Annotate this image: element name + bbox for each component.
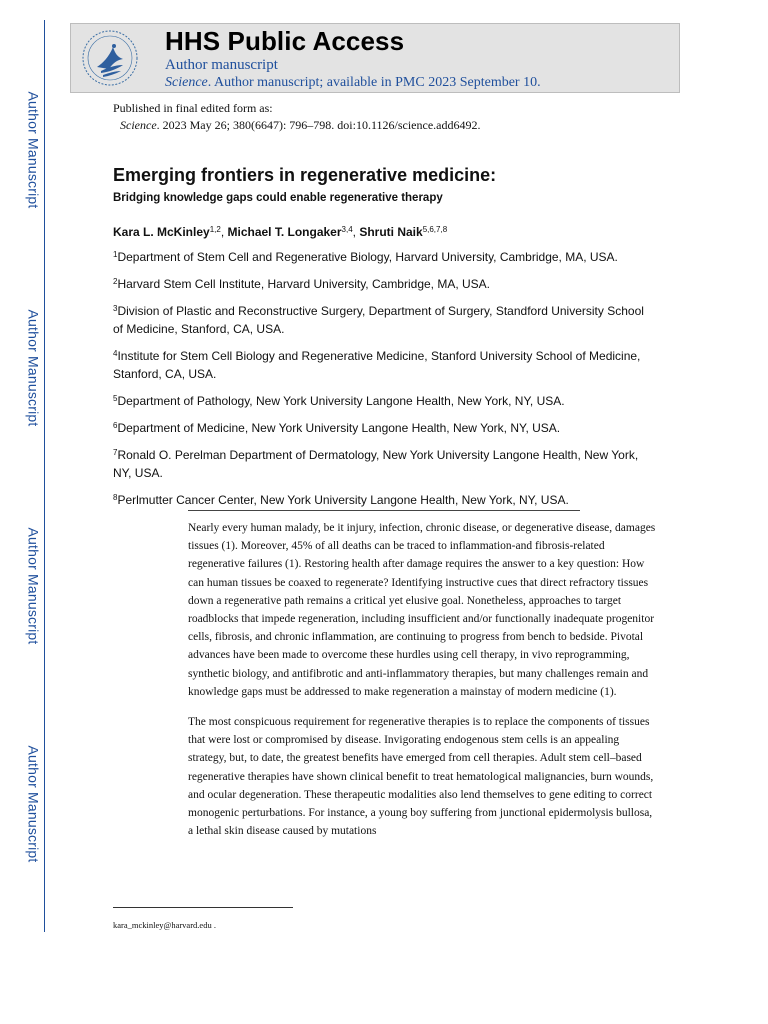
affiliation-number: 4 (113, 349, 118, 358)
affiliation-number: 8 (113, 493, 118, 502)
affiliation-text: Department of Medicine, New York University Langone Health, New York, NY, USA. (117, 421, 561, 435)
footnote-divider (113, 907, 293, 908)
author-list (113, 225, 447, 239)
header-availability (165, 75, 541, 91)
affiliation-item (113, 390, 653, 410)
header-journal: Science (165, 75, 208, 90)
affiliation-text: Institute for Stem Cell Biology and Regenerative Medicine, Stanford University School of Medicine, Stanford, CA, USA. (113, 349, 641, 381)
affiliation-text: Department of Pathology, New York University Langone Health, New York, NY, USA. (117, 394, 565, 408)
affiliation-text: Ronald O. Perelman Department of Dermatology, New York University Langone Health, New York, NY, USA. (113, 448, 639, 480)
affiliation-item (113, 417, 653, 437)
footnote-email[interactable]: kara_mckinley@harvard.edu . (113, 920, 216, 930)
sidebar-label-4: Author Manuscript (25, 745, 42, 863)
affiliation-list (113, 246, 653, 516)
article-title: Emerging frontiers in regenerative medicine: (113, 165, 497, 185)
affiliation-item (113, 444, 653, 482)
sidebar-divider (44, 20, 45, 932)
affiliation-item (113, 489, 653, 509)
published-block (113, 100, 481, 134)
author-affil-ref: 5,6,7,8 (422, 225, 448, 234)
sidebar-label-1: Author Manuscript (25, 91, 42, 209)
affiliation-item (113, 345, 653, 383)
affiliation-text: Perlmutter Cancer Center, New York University Langone Health, New York, NY, USA. (117, 493, 569, 507)
hhs-eagle-logo-icon (79, 27, 141, 89)
affiliation-text: Division of Plastic and Reconstructive Surgery, Department of Surgery, Standford University School of Medicine, Stanford, CA, USA. (113, 304, 644, 336)
affiliation-item (113, 246, 653, 266)
hhs-header (70, 23, 680, 93)
published-journal: Science (120, 118, 157, 132)
published-label: Published in final edited form as: (113, 101, 273, 115)
affiliation-number: 6 (113, 421, 118, 430)
header-title: HHS Public Access (165, 26, 405, 56)
affiliation-number: 1 (113, 250, 118, 259)
sidebar-label-3: Author Manuscript (25, 527, 42, 645)
affiliation-number: 2 (113, 277, 118, 286)
affiliation-text: Department of Stem Cell and Regenerative Biology, Harvard University, Cambridge, MA, USA. (117, 250, 618, 264)
header-subtitle: Author manuscript (165, 57, 278, 73)
affiliation-number: 5 (113, 394, 118, 403)
published-citation (113, 117, 481, 134)
affiliation-item (113, 300, 653, 338)
author-separator: , (220, 225, 228, 239)
published-citation-text: . 2023 May 26; 380(6647): 796–798. doi:10.1126/science.add6492. (156, 118, 481, 132)
abstract-divider (188, 510, 580, 511)
author-name: Shruti Naik (359, 225, 423, 239)
affiliation-number: 3 (113, 304, 118, 313)
affiliation-number: 7 (113, 448, 118, 457)
author-name: Michael T. Longaker (227, 225, 342, 239)
header-availability-text: . Author manuscript; available in PMC 2023 September 10. (207, 75, 541, 90)
author-separator: , (352, 225, 360, 239)
sidebar-label-2: Author Manuscript (25, 309, 42, 427)
author-affil-ref: 1,2 (209, 225, 221, 234)
article-subtitle: Bridging knowledge gaps could enable regenerative therapy (113, 192, 443, 204)
abstract-paragraph: The most conspicuous requirement for regenerative therapies is to replace the components of tissues that were lost or compromised by disease. Invigorating endogenous stem cells is an appealing strategy, but, to date, the greatest benefits have emerged from cell therapies. Adult stem cell–based regenerative therapies have shown clinical benefit to treat hematological malignancies, burn wounds, and ocular degeneration. These therapeutic modalities also lend themselves to gene editing to correct monogenic perturbations. For instance, a young boy suffering from junctional epidermolysis bullosa, a lethal skin disease caused by mutations (188, 716, 654, 838)
affiliation-text: Harvard Stem Cell Institute, Harvard University, Cambridge, MA, USA. (117, 277, 491, 291)
affiliation-item (113, 273, 653, 293)
abstract-paragraph: Nearly every human malady, be it injury, infection, chronic disease, or degenerative disease, damages tissues (1). Moreover, 45% of all deaths can be traced to inflammation-and fibrosis-related regenerative failures (1). Restoring health after damage requires the answer to a key question: How can human tissues be coaxed to regenerate? Identifying instructive cues that direct refractory tissues down a regenerative path remains a critical yet elusive goal. Nonetheless, approaches to target roadblocks that impede regeneration, including insufficient and/or functionally inadequate progenitor cells, fibrosis, and chronic inflammation, are continuing to progress from bench to bedside. Pivotal advances have been made to overcome these hurdles using cell therapy, in vivo reprogramming, synthetic biology, and antifibrotic and anti-inflammatory therapies, but many challenges remain and knowledge gaps must be addressed to make regeneration a mainstay of modern medicine (1). (188, 522, 656, 698)
author-name: Kara L. McKinley (113, 225, 210, 239)
author-affil-ref: 3,4 (341, 225, 353, 234)
abstract (188, 519, 658, 852)
